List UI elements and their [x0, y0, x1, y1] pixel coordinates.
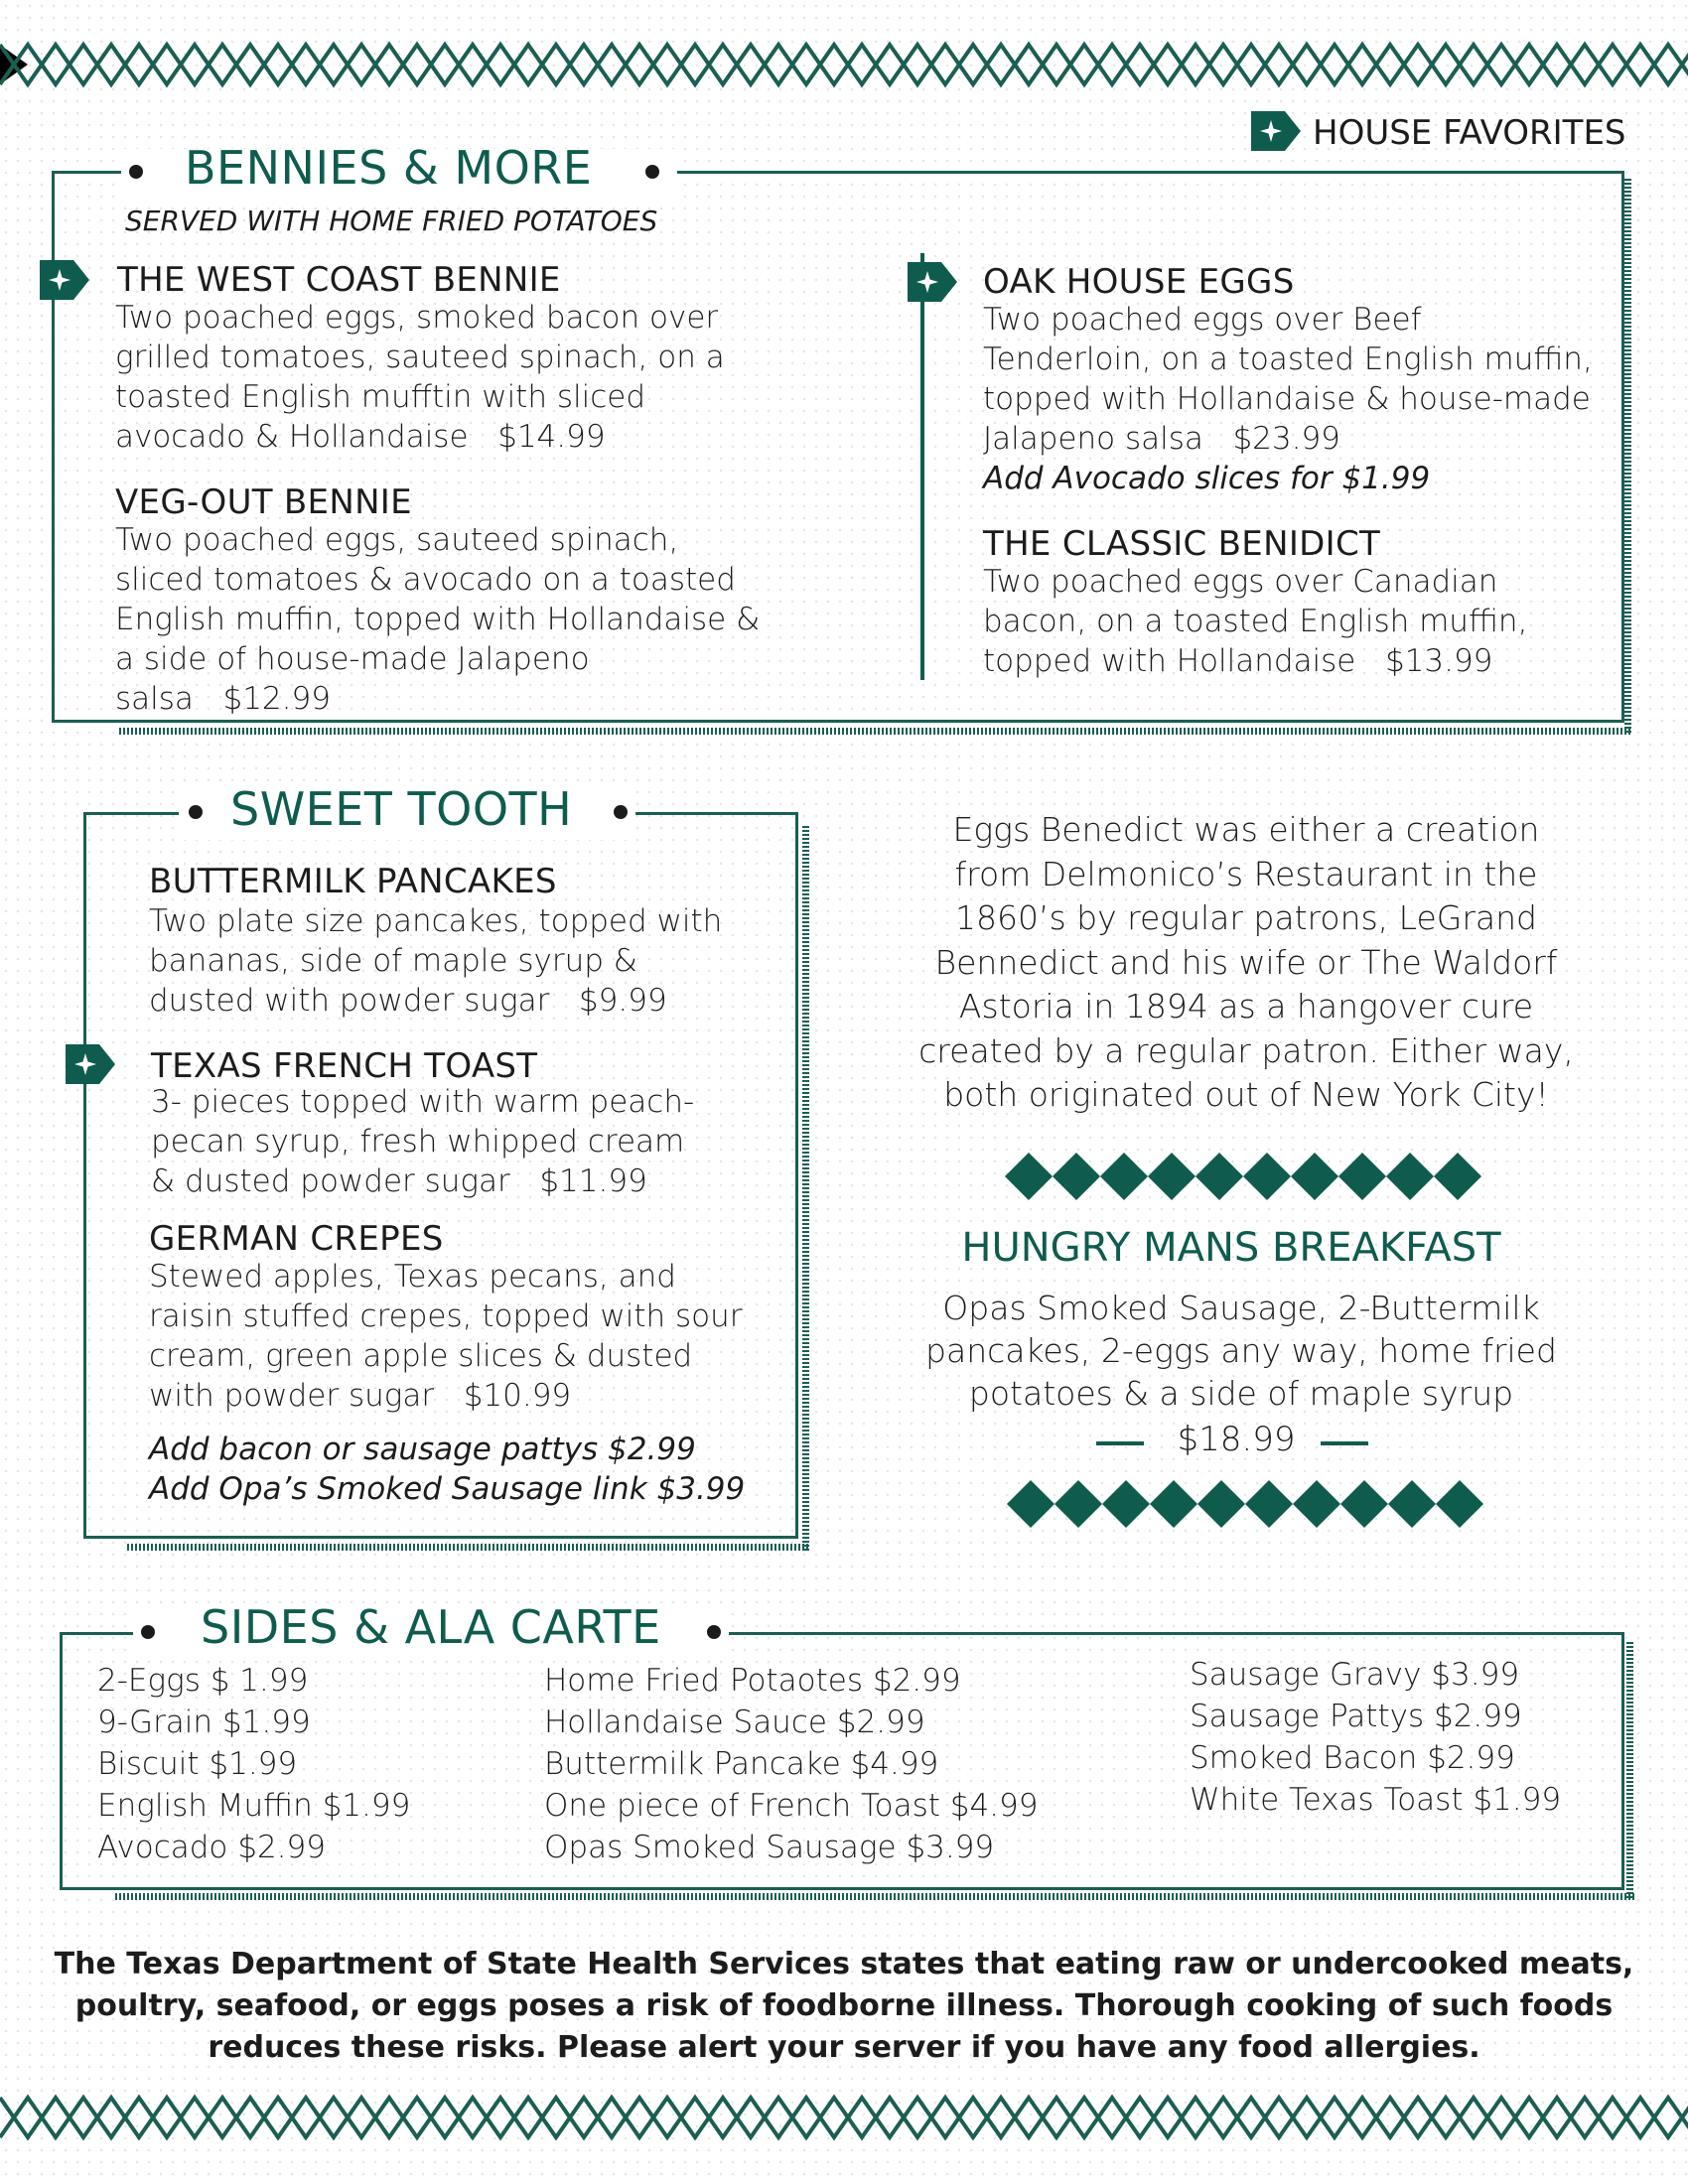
sweet-box-shadow-right [802, 826, 809, 1551]
top-zigzag-border [0, 40, 1688, 89]
sides-title: SIDES & ALA CARTE [201, 1600, 661, 1654]
side-item: Smoked Bacon $2.99 [1190, 1740, 1515, 1776]
side-item: 9-Grain $1.99 [97, 1705, 311, 1740]
house-favorite-tag-icon [40, 260, 89, 300]
menu-item-description: Two poached eggs, smoked bacon over grilled tomatoes, sauteed spinach, on a toasted English mufftin with sliced avocado & Hollandaise $14.99 [115, 300, 725, 455]
menu-item-description: Stewed apples, Texas pecans, and raisin stuffed crepes, topped with sour cream, green apple slices & dusted with powder sugar $10.99 [149, 1259, 743, 1414]
menu-item-title: OAK HOUSE EGGS [983, 262, 1295, 302]
bennies-subtitle: SERVED WITH HOME FRIED POTATOES [125, 205, 658, 237]
side-item: 2-Eggs $ 1.99 [97, 1663, 309, 1699]
side-item: White Texas Toast $1.99 [1190, 1782, 1562, 1818]
menu-item-addon-note: Add Avocado slices for $1.99 [983, 461, 1431, 496]
title-dot [189, 805, 203, 819]
menu-item-title: VEG-OUT BENNIE [115, 482, 412, 522]
side-item: Sausage Pattys $2.99 [1190, 1699, 1522, 1734]
menu-item-title: GERMAN CREPES [149, 1219, 444, 1259]
menu-item-title: THE WEST COAST BENNIE [117, 260, 561, 300]
hungry-mans-title: HUNGRY MANS BREAKFAST [961, 1225, 1501, 1271]
house-favorites-label: HOUSE FAVORITES [1313, 113, 1626, 153]
menu-item-title: BUTTERMILK PANCAKES [149, 862, 557, 901]
diamond-divider-top [1005, 1160, 1481, 1209]
menu-item-description: Two poached eggs, sauteed spinach, sliced tomatoes & avocado on a toasted English muffin, topped with Hollandaise & a side of house-made Jalapeno salsa $12.99 [115, 522, 761, 717]
bennies-title: BENNIES & MORE [185, 141, 593, 195]
side-item: Avocado $2.99 [97, 1830, 326, 1865]
sides-box-shadow-right [1626, 1642, 1633, 1898]
menu-item-title: TEXAS FRENCH TOAST [151, 1046, 538, 1086]
sides-box-shadow-bottom [115, 1893, 1634, 1900]
menu-item-description: Two poached eggs over Canadian bacon, on a toasted English muffin, topped with Hollandaise $13.99 [983, 564, 1528, 679]
hungry-mans-description: Opas Smoked Sausage, 2-Buttermilk pancakes, 2-eggs any way, home fried potatoes & a side of maple syrup [925, 1289, 1557, 1413]
addon-line: Add Opa’s Smoked Sausage link $3.99 [149, 1471, 746, 1507]
menu-item-description: 3- pieces topped with warm peach-pecan syrup, fresh whipped cream & dusted powder sugar $11.99 [151, 1084, 695, 1199]
side-item: Hollandaise Sauce $2.99 [544, 1705, 925, 1740]
menu-item-price: $14.99 [497, 419, 606, 455]
bottom-zigzag-border [0, 2093, 1688, 2142]
bennies-box-shadow-bottom [119, 728, 1630, 735]
sweet-box-shadow-bottom [127, 1544, 808, 1551]
menu-item-price: $13.99 [1384, 643, 1493, 679]
column-divider [920, 253, 924, 680]
price-dash-right [1321, 1441, 1368, 1445]
sides-column-3 [1190, 1654, 1561, 1821]
menu-item-price: $10.99 [463, 1378, 572, 1414]
menu-item-title: THE CLASSIC BENIDICT [983, 524, 1381, 564]
menu-item-description: Two poached eggs over Beef Tenderloin, on a toasted English muffin, topped with Hollandaise & house-made Jalapeno salsa $23.99 [983, 302, 1593, 457]
title-dot [645, 165, 659, 179]
sweet-tooth-title: SWEET TOOTH [230, 782, 573, 836]
title-dot [141, 1625, 155, 1639]
house-favorite-tag-icon [66, 1044, 115, 1084]
diamond-divider-bottom [1007, 1487, 1483, 1537]
menu-item-price: $23.99 [1232, 421, 1340, 457]
menu-item-price: $11.99 [539, 1163, 647, 1199]
eggs-benedict-history: Eggs Benedict was either a creation from Delmonico’s Restaurant in the 1860’s by regular patrons, LeGrand Bennedict and his wife or The Waldorf Astoria in 1894 as a hangover cure created by a regular patron. Either way, both originated out of New York City! [918, 810, 1574, 1114]
side-item: Opas Smoked Sausage $3.99 [544, 1830, 995, 1865]
side-item: Sausage Gravy $3.99 [1190, 1657, 1520, 1693]
house-favorite-tag-icon [908, 262, 957, 302]
menu-item-price: $9.99 [578, 983, 667, 1019]
menu-item-price: $12.99 [222, 681, 331, 717]
side-item: Home Fried Potaotes $2.99 [544, 1663, 961, 1699]
menu-item-description: Two plate size pancakes, topped with bananas, side of maple syrup & dusted with powder sugar $9.99 [149, 903, 723, 1019]
sides-column-1 [97, 1660, 410, 1868]
price-dash-left [1096, 1441, 1144, 1445]
side-item: English Muffin $1.99 [97, 1788, 411, 1824]
health-disclaimer: The Texas Department of State Health Services states that eating raw or undercooked meats, poultry, seafood, or eggs poses a risk of foodborne illness. Thorough cooking of such foods reduces these risks. Please alert your server if you have any food allergies. [54, 1947, 1634, 2065]
house-favorite-tag-icon [1251, 111, 1301, 151]
side-item: Biscuit $1.99 [97, 1746, 298, 1782]
bennies-box-shadow-right [1624, 179, 1631, 735]
sides-column-2 [544, 1660, 1038, 1868]
title-dot [614, 805, 628, 819]
side-item: One piece of French Toast $4.99 [544, 1788, 1039, 1824]
addon-line: Add bacon or sausage pattys $2.99 [149, 1432, 696, 1467]
title-dot [707, 1625, 721, 1639]
side-item: Buttermilk Pancake $4.99 [544, 1746, 939, 1782]
title-dot [129, 165, 143, 179]
hungry-mans-price: $18.99 [1177, 1420, 1296, 1459]
